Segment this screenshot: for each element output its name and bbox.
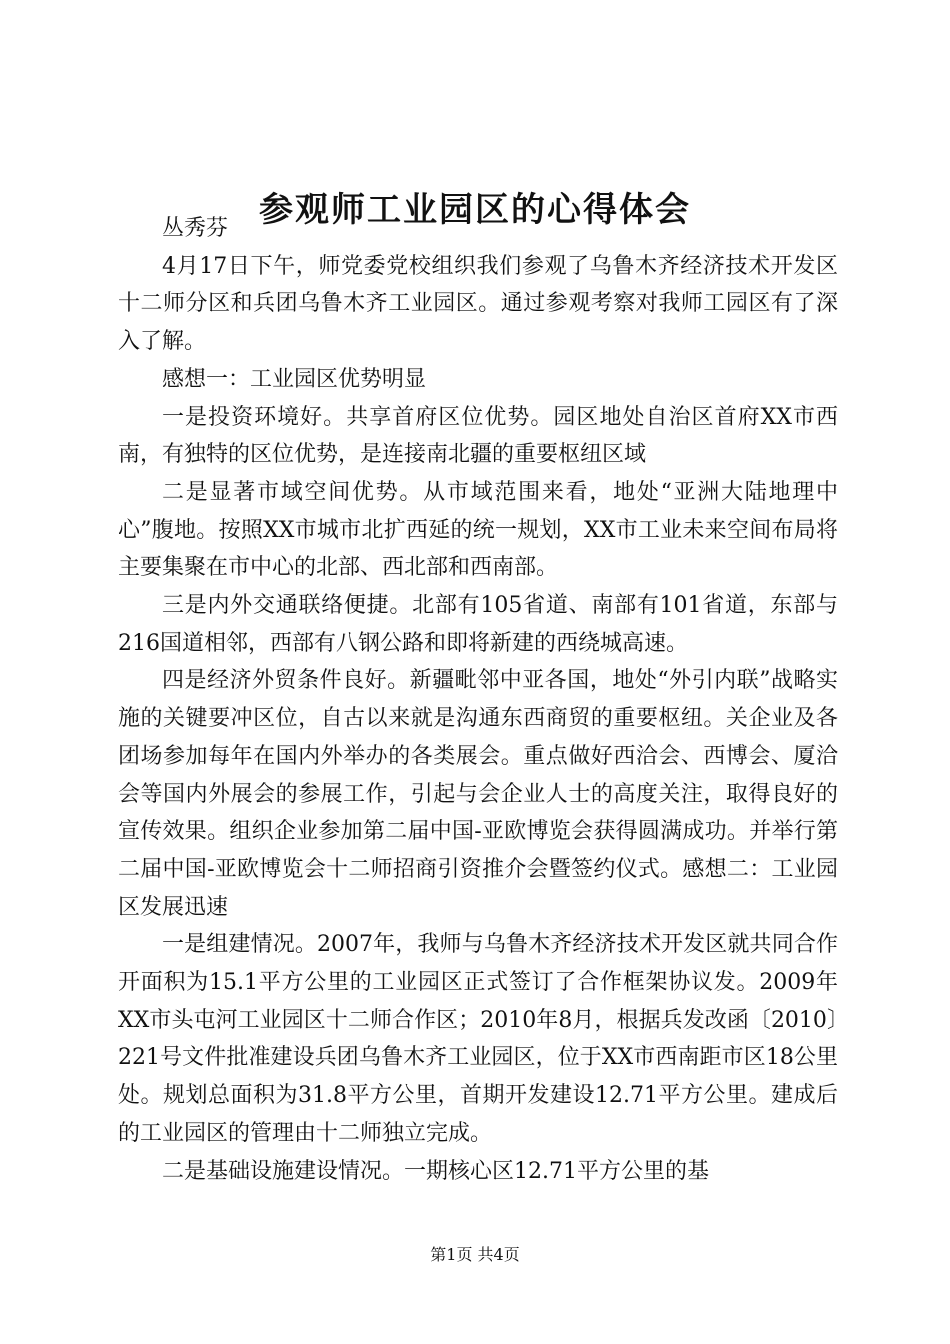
document-body (118, 210, 838, 1190)
section-heading: 感想一：工业园区优势明显 (162, 366, 427, 392)
paragraph: 4月17日下午，师党委党校组织我们参观了乌鲁木齐经济技术开发区十二师分区和兵团乌鲁木齐工业园区。通过参观考察对我师工园区有了深入了解。 (118, 253, 838, 355)
paragraph: 二是显著市域空间优势。从市域范围来看，地处“亚洲大陆地理中心”腹地。按照XX市城市北扩西延的统一规划，XX市工业未来空间布局将主要集聚在市中心的北部、西北部和西南部。 (118, 479, 838, 581)
paragraph: 二是基础设施建设情况。一期核心区12.71平方公里的基 (162, 1158, 709, 1184)
paragraph: 一是组建情况。2007年，我师与乌鲁木齐经济技术开发区就共同合作开面积为15.1平方公里的工业园区正式签订了合作框架协议发。2009年XX市头屯河工业园区十二师合作区；2010年8月，根据兵发改函〔2010〕221号文件批准建设兵团乌鲁木齐工业园区，位于XX市西南距市区18公里处。规划总面积为31.8平方公里，首期开发建设12.71平方公里。建成后的工业园区的管理由十二师独立完成。 (118, 932, 838, 1146)
paragraph: 三是内外交通联络便捷。北部有105省道、南部有101省道，东部与216国道相邻，西部有八钢公路和即将新建的西绕城高速。 (118, 593, 839, 656)
page-footer: 第1页 共4页 (430, 1245, 520, 1264)
document-title: 参观师工业园区的心得体会 (259, 190, 691, 230)
paragraph: 一是投资环境好。共享首府区位优势。园区地处自治区首府XX市西南，有独特的区位优势，是连接南北疆的重要枢纽区域 (118, 404, 838, 468)
author-line: 丛秀芬 (162, 216, 229, 241)
paragraph: 四是经济外贸条件良好。新疆毗邻中亚各国，地处“外引内联”战略实施的关键要冲区位，自古以来就是沟通东西商贸的重要枢纽。关企业及各团场参加每年在国内外举办的各类展会。重点做好西洽会、西博会、厦洽会等国内外展会的参展工作，引起与会企业人士的高度关注，取得良好的宣传效果。组织企业参加第二届中国-亚欧博览会获得圆满成功。并举行第二届中国-亚欧博览会十二师招商引资推介会暨签约仪式。感想二：工业园区发展迅速 (118, 668, 838, 920)
